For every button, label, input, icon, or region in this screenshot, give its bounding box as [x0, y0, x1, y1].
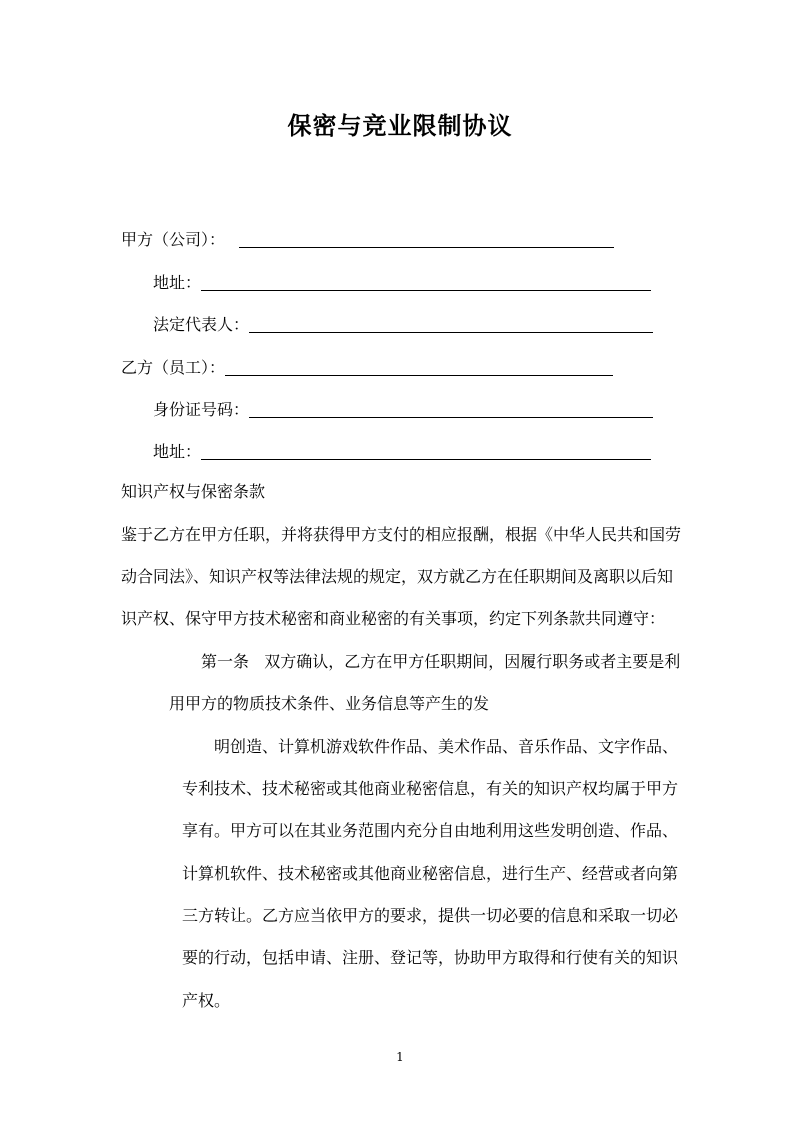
- preamble-line: 鉴于乙方在甲方任职，并将获得甲方支付的相应报酬，根据《中华人民共和国劳: [121, 525, 682, 544]
- party-a-field: [121, 226, 621, 250]
- article-one-cont-line: 三方转让。乙方应当依甲方的要求，提供一切必要的信息和采取一切必: [182, 906, 679, 925]
- party-a-address-blank-line[interactable]: [201, 272, 651, 291]
- party-b-address-label: 地址：: [153, 442, 202, 461]
- article-one-line: 第一条 双方确认，乙方在甲方任职期间，因履行职务或者主要是利: [201, 652, 681, 671]
- legal-rep-field: [153, 311, 653, 335]
- article-one-cont-line: 明创造、计算机游戏软件作品、美术作品、音乐作品、文字作品、: [214, 737, 679, 756]
- document-title: 保密与竞业限制协议: [287, 112, 513, 140]
- article-one-line: 用甲方的物质技术条件、业务信息等产生的发: [169, 694, 490, 713]
- article-one-cont-line: 产权。: [182, 991, 231, 1010]
- preamble-line: 识产权、保守甲方技术秘密和商业秘密的有关事项，约定下列条款共同遵守：: [121, 609, 666, 628]
- article-one-cont-line: 计算机软件、技术秘密或其他商业秘密信息，进行生产、经营或者向第: [182, 864, 679, 883]
- party-b-field: [121, 354, 621, 378]
- preamble-line: 动合同法》、知识产权等法律法规的规定，双方就乙方在任职期间及离职以后知: [121, 567, 674, 586]
- page-number: 1: [396, 1050, 404, 1064]
- id-number-blank-line[interactable]: [249, 399, 653, 418]
- section-heading: 知识产权与保密条款: [121, 482, 266, 501]
- party-b-address-field: [153, 438, 653, 462]
- party-b-label: 乙方（员工）：: [121, 358, 226, 377]
- article-one-cont-line: 享有。甲方可以在其业务范围内充分自由地利用这些发明创造、作品、: [182, 821, 679, 840]
- article-one-cont-line: 要的行动，包括申请、注册、登记等，协助甲方取得和行使有关的知识: [182, 948, 679, 967]
- legal-rep-blank-line[interactable]: [249, 314, 653, 333]
- party-a-label: 甲方（公司）：: [121, 230, 226, 249]
- party-b-blank-line[interactable]: [225, 357, 613, 376]
- party-b-address-blank-line[interactable]: [201, 441, 651, 460]
- legal-rep-label: 法定代表人：: [153, 315, 250, 334]
- id-number-label: 身份证号码：: [153, 400, 250, 419]
- party-a-address-field: [153, 269, 653, 293]
- party-a-address-label: 地址：: [153, 273, 202, 292]
- article-one-cont-line: 专利技术、技术秘密或其他商业秘密信息，有关的知识产权均属于甲方: [182, 779, 679, 798]
- party-a-blank-line[interactable]: [239, 229, 614, 248]
- id-number-field: [153, 396, 653, 420]
